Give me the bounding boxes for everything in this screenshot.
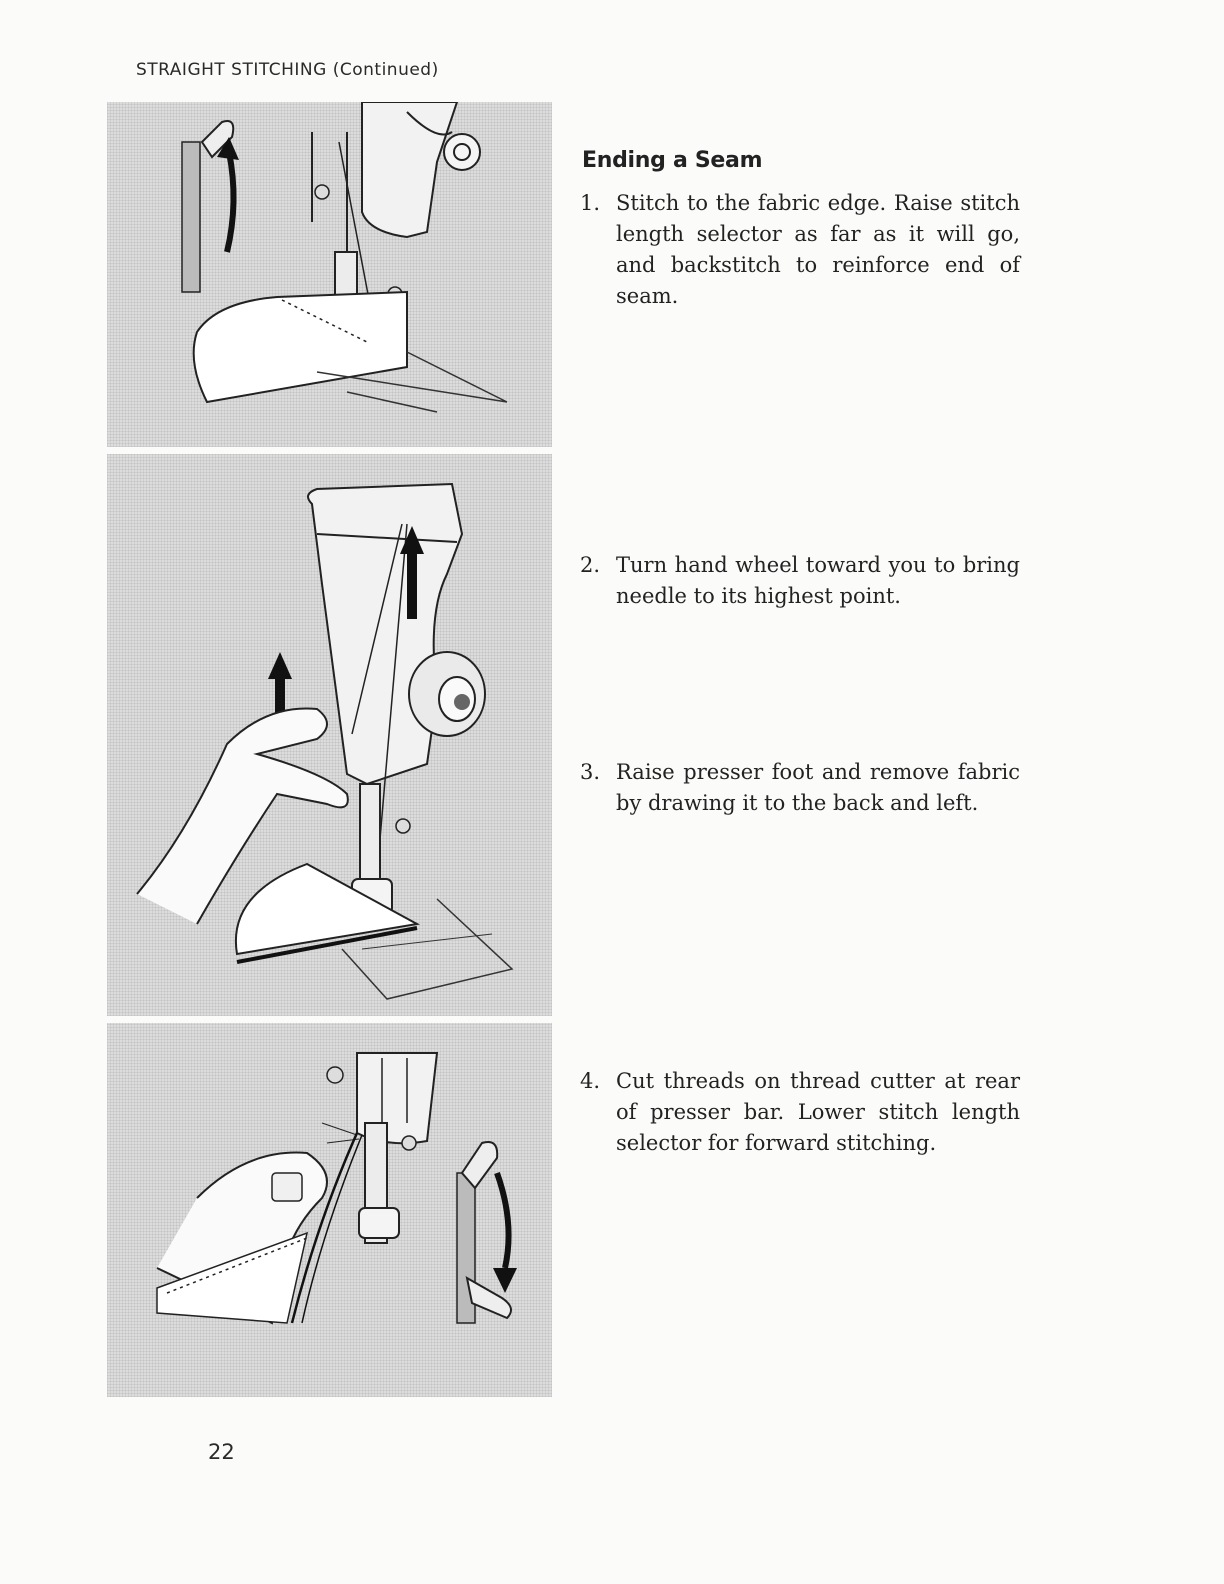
- sewing-machine-cut-threads-illustration: [107, 1023, 552, 1397]
- step-number: 3.: [580, 760, 601, 784]
- section-heading: Ending a Seam: [582, 148, 763, 173]
- step-text: Turn hand wheel toward you to bring needle to its highest point.: [616, 553, 1020, 608]
- step-number: 4.: [580, 1069, 601, 1093]
- illustration-turn-hand-wheel: [107, 454, 552, 1016]
- step-4: [580, 1066, 1020, 1159]
- page-number: 22: [208, 1440, 235, 1464]
- step-1: [580, 188, 1020, 312]
- step-number: 2.: [580, 553, 601, 577]
- step-3: [580, 757, 1020, 819]
- step-2: [580, 550, 1020, 612]
- step-number: 1.: [580, 191, 601, 215]
- running-head: STRAIGHT STITCHING (Continued): [136, 60, 439, 80]
- sewing-machine-handwheel-illustration: [107, 454, 552, 1016]
- step-text: Raise presser foot and remove fabric by drawing it to the back and left.: [616, 760, 1020, 815]
- step-text: Cut threads on thread cutter at rear of presser bar. Lower stitch length selector for forward stitching.: [616, 1069, 1020, 1155]
- sewing-machine-raise-selector-illustration: [107, 102, 552, 447]
- illustration-cut-threads: [107, 1023, 552, 1397]
- step-text: Stitch to the fabric edge. Raise stitch length selector as far as it will go, and backstitch to reinforce end of seam.: [616, 191, 1020, 308]
- illustration-raise-stitch-selector: [107, 102, 552, 447]
